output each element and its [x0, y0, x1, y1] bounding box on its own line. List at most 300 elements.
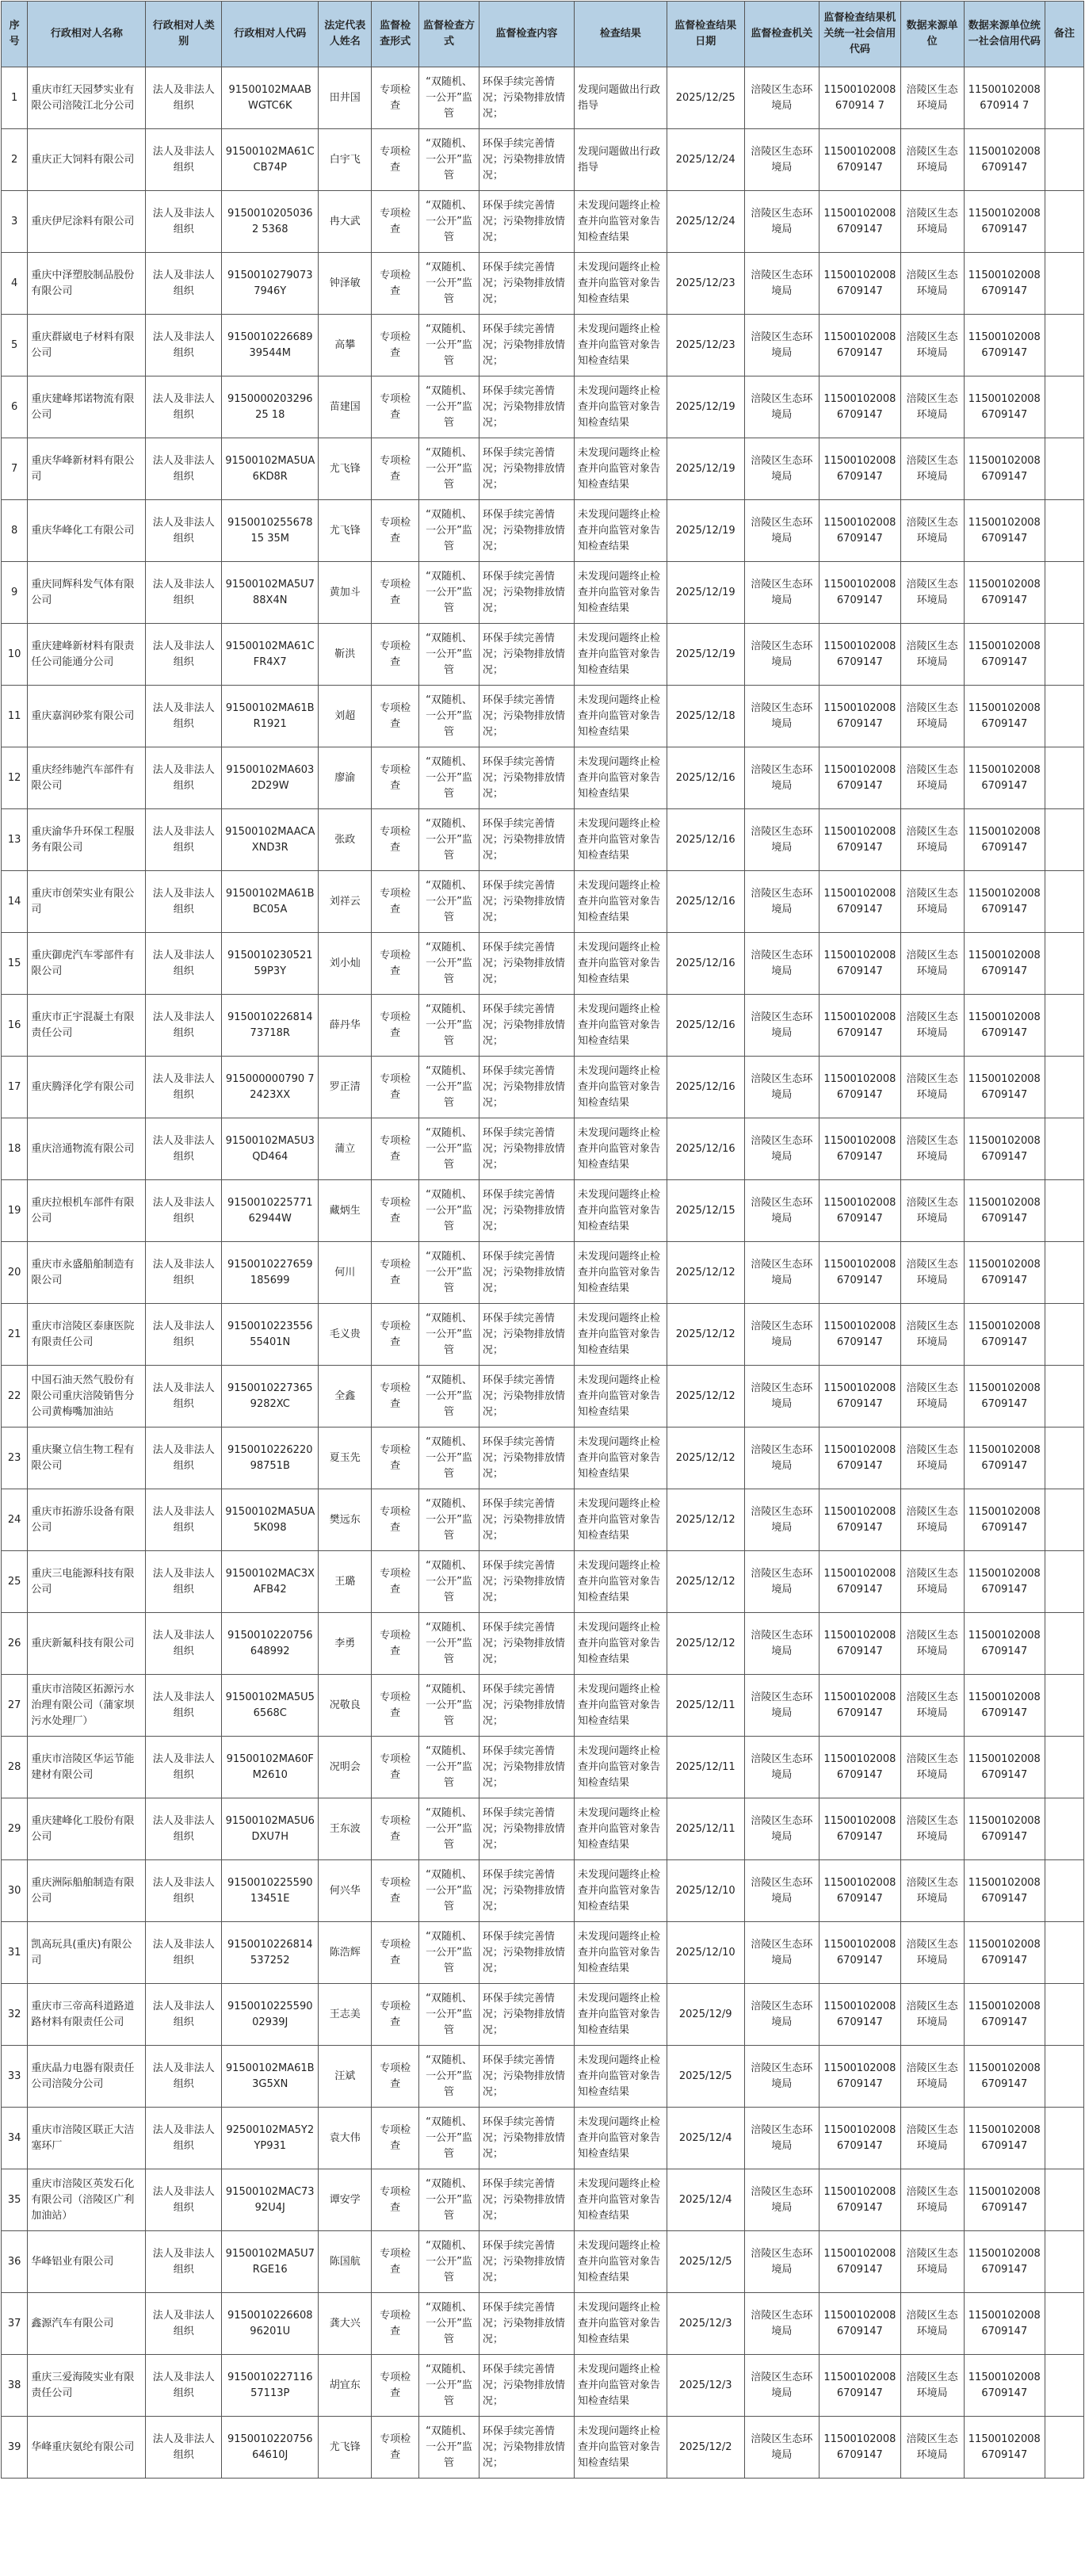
table-cell: 涪陵区生态环境局 [744, 2355, 819, 2417]
table-cell: 专项检查 [372, 995, 419, 1057]
table-cell: 环保手续完善情况；污染物排放情况； [479, 129, 574, 191]
table-cell: “双随机、一公开”监管 [419, 747, 479, 809]
table-cell: 涪陵区生态环境局 [900, 191, 964, 253]
table-cell: 涪陵区生态环境局 [900, 624, 964, 686]
table-cell: 重庆建峰邦诺物流有限公司 [28, 376, 146, 438]
table-cell: 2025/12/12 [667, 1428, 744, 1489]
table-cell: 115001020086709147 [819, 1428, 900, 1489]
table-cell: 未发现问题终止检查并向监管对象告知检查结果 [574, 1242, 667, 1304]
table-cell: 环保手续完善情况；污染物排放情况； [479, 995, 574, 1057]
table-cell: 涪陵区生态环境局 [744, 1304, 819, 1366]
table-cell: 2025/12/12 [667, 1489, 744, 1551]
table-cell: 115001020086709147 [964, 624, 1045, 686]
table-cell: 2025/12/16 [667, 809, 744, 871]
table-cell: 重庆三爱海陵实业有限责任公司 [28, 2355, 146, 2417]
table-cell: 未发现问题终止检查并向监管对象告知检查结果 [574, 438, 667, 500]
table-cell: 115001020086709147 [964, 1057, 1045, 1118]
table-cell: 91500102790737946Y [222, 253, 319, 315]
table-cell: 环保手续完善情况；污染物排放情况； [479, 1366, 574, 1428]
table-cell: 环保手续完善情况；污染物排放情况； [479, 2231, 574, 2293]
table-cell: 重庆华峰化工有限公司 [28, 500, 146, 562]
table-cell: 8 [2, 500, 28, 562]
table-cell: 115001020086709147 [819, 995, 900, 1057]
table-cell: 115001020086709147 [964, 1304, 1045, 1366]
table-cell: 涪陵区生态环境局 [900, 315, 964, 376]
table-cell: “双随机、一公开”监管 [419, 1180, 479, 1242]
table-cell: 发现问题做出行政指导 [574, 67, 667, 129]
table-cell: 115001020086709147 [964, 1922, 1045, 1984]
table-cell: 涪陵区生态环境局 [900, 1922, 964, 1984]
table-cell: 115001020086709147 [819, 2417, 900, 2479]
table-cell: 涪陵区生态环境局 [900, 933, 964, 995]
table-cell: 李勇 [319, 1613, 372, 1675]
table-cell: 重庆腾泽化学有限公司 [28, 1057, 146, 1118]
table-row [2, 1118, 1084, 1180]
table-row [2, 562, 1084, 624]
table-cell: 2025/12/16 [667, 1057, 744, 1118]
table-cell: 涪陵区生态环境局 [744, 1613, 819, 1675]
table-cell: 23 [2, 1428, 28, 1489]
table-cell: 19 [2, 1180, 28, 1242]
table-cell: 91500102MA61BBC05A [222, 871, 319, 933]
table-cell: “双随机、一公开”监管 [419, 2417, 479, 2479]
table-cell: 专项检查 [372, 1984, 419, 2046]
table-cell: 未发现问题终止检查并向监管对象告知检查结果 [574, 1798, 667, 1860]
table-cell [1045, 1551, 1083, 1613]
table-cell: 涪陵区生态环境局 [900, 253, 964, 315]
table-cell [1045, 2169, 1083, 2231]
table-cell: 14 [2, 871, 28, 933]
table-cell: “双随机、一公开”监管 [419, 1366, 479, 1428]
table-cell: 环保手续完善情况；污染物排放情况； [479, 2355, 574, 2417]
column-header: 监督检查方式 [419, 2, 479, 67]
table-cell: 法人及非法人组织 [146, 500, 222, 562]
table-row [2, 1984, 1084, 2046]
table-cell: 91500102MA61CCB74P [222, 129, 319, 191]
table-cell: 未发现问题终止检查并向监管对象告知检查结果 [574, 1984, 667, 2046]
table-cell: “双随机、一公开”监管 [419, 933, 479, 995]
table-cell: 冉大武 [319, 191, 372, 253]
table-cell: 29 [2, 1798, 28, 1860]
table-cell: 915001022075664610J [222, 2417, 319, 2479]
table-cell: 115001020086709147 [964, 1860, 1045, 1922]
table-cell: 未发现问题终止检查并向监管对象告知检查结果 [574, 2108, 667, 2169]
table-cell [1045, 1366, 1083, 1428]
table-cell: “双随机、一公开”监管 [419, 1242, 479, 1304]
table-cell: 115001020086709147 [964, 747, 1045, 809]
table-cell: 25 [2, 1551, 28, 1613]
table-cell: 涪陵区生态环境局 [900, 438, 964, 500]
table-cell: 15 [2, 933, 28, 995]
table-cell: 重庆市涪陵区泰康医院有限责任公司 [28, 1304, 146, 1366]
table-cell: 22 [2, 1366, 28, 1428]
table-cell [1045, 67, 1083, 129]
table-row [2, 1613, 1084, 1675]
table-cell: “双随机、一公开”监管 [419, 871, 479, 933]
table-cell: 专项检查 [372, 624, 419, 686]
table-cell: 法人及非法人组织 [146, 1242, 222, 1304]
table-cell: “双随机、一公开”监管 [419, 1613, 479, 1675]
table-cell: 115001020086709147 [819, 933, 900, 995]
table-cell: 法人及非法人组织 [146, 562, 222, 624]
table-cell: 环保手续完善情况；污染物排放情况； [479, 1984, 574, 2046]
table-cell: 法人及非法人组织 [146, 2293, 222, 2355]
table-row [2, 1675, 1084, 1737]
table-cell: 9150010226814537252 [222, 1922, 319, 1984]
table-cell: 专项检查 [372, 1242, 419, 1304]
table-cell: 2025/12/16 [667, 933, 744, 995]
table-row [2, 1428, 1084, 1489]
table-cell: 9150010227659185699 [222, 1242, 319, 1304]
table-cell: 涪陵区生态环境局 [900, 1551, 964, 1613]
table-cell [1045, 562, 1083, 624]
table-cell: 重庆市永盛船舶制造有限公司 [28, 1242, 146, 1304]
table-cell: 全鑫 [319, 1366, 372, 1428]
table-cell: 2025/12/19 [667, 500, 744, 562]
table-cell [1045, 1984, 1083, 2046]
table-cell: 涪陵区生态环境局 [744, 1551, 819, 1613]
table-cell: 115001020086709147 [819, 253, 900, 315]
table-cell: 专项检查 [372, 2293, 419, 2355]
table-cell: 涪陵区生态环境局 [744, 1057, 819, 1118]
table-cell: 115001020086709147 [819, 1057, 900, 1118]
table-cell: 钟泽敏 [319, 253, 372, 315]
table-cell: 重庆市涪陵区拓源污水治理有限公司（蒲家坝污水处理厂） [28, 1675, 146, 1737]
table-cell: 115001020086709147 [819, 1613, 900, 1675]
column-header: 检查结果 [574, 2, 667, 67]
table-cell: 11500102008670914 7 [819, 67, 900, 129]
table-cell: 环保手续完善情况；污染物排放情况； [479, 1118, 574, 1180]
table-row [2, 500, 1084, 562]
table-cell: 涪陵区生态环境局 [900, 67, 964, 129]
table-cell: 中国石油天然气股份有限公司重庆涪陵销售分公司黄梅嘴加油站 [28, 1366, 146, 1428]
table-cell: 环保手续完善情况；污染物排放情况； [479, 1675, 574, 1737]
table-cell: 2025/12/19 [667, 376, 744, 438]
table-cell: “双随机、一公开”监管 [419, 1798, 479, 1860]
table-cell: 21 [2, 1304, 28, 1366]
table-cell: 91500102MA5U56568C [222, 1675, 319, 1737]
table-row [2, 1860, 1084, 1922]
table-cell: 115001020086709147 [964, 1613, 1045, 1675]
table-cell: 环保手续完善情况；污染物排放情况； [479, 1489, 574, 1551]
table-row [2, 2108, 1084, 2169]
table-cell: 刘小灿 [319, 933, 372, 995]
table-cell [1045, 1180, 1083, 1242]
table-cell: 115001020086709147 [964, 2355, 1045, 2417]
table-cell: 法人及非法人组织 [146, 1304, 222, 1366]
column-header: 行政相对人代码 [222, 2, 319, 67]
table-cell: 重庆中泽塑胶制品股份有限公司 [28, 253, 146, 315]
table-cell: “双随机、一公开”监管 [419, 2231, 479, 2293]
table-cell: 4 [2, 253, 28, 315]
table-cell: “双随机、一公开”监管 [419, 2169, 479, 2231]
table-cell: 法人及非法人组织 [146, 871, 222, 933]
table-cell: 31 [2, 1922, 28, 1984]
table-cell: 涪陵区生态环境局 [744, 809, 819, 871]
table-cell: 涪陵区生态环境局 [744, 1428, 819, 1489]
table-row [2, 129, 1084, 191]
table-cell: 27 [2, 1675, 28, 1737]
table-cell: 汪斌 [319, 2046, 372, 2108]
table-cell: 刘祥云 [319, 871, 372, 933]
table-cell: 陈浩辉 [319, 1922, 372, 1984]
table-cell: 重庆建峰新材料有限责任公司能通分公司 [28, 624, 146, 686]
table-row [2, 1366, 1084, 1428]
table-cell: 涪陵区生态环境局 [900, 500, 964, 562]
table-cell: 115001020086709147 [819, 562, 900, 624]
column-header: 序号 [2, 2, 28, 67]
table-cell [1045, 995, 1083, 1057]
table-cell [1045, 129, 1083, 191]
table-cell: 重庆拉根机车部件有限公司 [28, 1180, 146, 1242]
table-cell: 法人及非法人组织 [146, 995, 222, 1057]
table-cell: “双随机、一公开”监管 [419, 253, 479, 315]
table-cell: 9150010230521 59P3Y [222, 933, 319, 995]
table-cell: 凯高玩具(重庆)有限公司 [28, 1922, 146, 1984]
table-cell: 115001020086709147 [964, 376, 1045, 438]
table-cell: 未发现问题终止检查并向监管对象告知检查结果 [574, 1057, 667, 1118]
table-cell: 9150010220756648992 [222, 1613, 319, 1675]
header-row [2, 2, 1084, 67]
table-cell: “双随机、一公开”监管 [419, 2355, 479, 2417]
table-cell: 7 [2, 438, 28, 500]
table-cell: 115001020086709147 [819, 1860, 900, 1922]
table-cell: 环保手续完善情况；污染物排放情况； [479, 315, 574, 376]
table-cell: 涪陵区生态环境局 [744, 871, 819, 933]
column-header: 监督检查结果日期 [667, 2, 744, 67]
table-cell: 2025/12/4 [667, 2108, 744, 2169]
table-cell [1045, 1304, 1083, 1366]
table-cell: 法人及非法人组织 [146, 2231, 222, 2293]
table-cell: 未发现问题终止检查并向监管对象告知检查结果 [574, 2046, 667, 2108]
table-cell: 115001020086709147 [819, 2293, 900, 2355]
table-cell: 未发现问题终止检查并向监管对象告知检查结果 [574, 1304, 667, 1366]
table-cell: 环保手续完善情况；污染物排放情况； [479, 1737, 574, 1798]
table-cell [1045, 1798, 1083, 1860]
table-cell: 环保手续完善情况；污染物排放情况； [479, 1551, 574, 1613]
table-cell: 915001022711657113P [222, 2355, 319, 2417]
table-cell [1045, 809, 1083, 871]
table-cell: 华峰重庆氨纶有限公司 [28, 2417, 146, 2479]
table-cell: 环保手续完善情况；污染物排放情况； [479, 67, 574, 129]
table-cell: 涪陵区生态环境局 [900, 747, 964, 809]
table-cell: 涪陵区生态环境局 [900, 2108, 964, 2169]
table-cell: 况明会 [319, 1737, 372, 1798]
table-cell: 115001020086709147 [964, 2169, 1045, 2231]
table-cell: 未发现问题终止检查并向监管对象告知检查结果 [574, 500, 667, 562]
table-cell: 环保手续完善情况；污染物排放情况； [479, 1057, 574, 1118]
table-cell: 115001020086709147 [964, 562, 1045, 624]
table-cell: 未发现问题终止检查并向监管对象告知检查结果 [574, 1489, 667, 1551]
table-cell [1045, 1489, 1083, 1551]
table-cell: 35 [2, 2169, 28, 2231]
table-cell: 重庆市涪陵区联正大洁塞环厂 [28, 2108, 146, 2169]
table-cell: 915001022559002939J [222, 1984, 319, 2046]
table-cell: 环保手续完善情况；污染物排放情况； [479, 562, 574, 624]
table-cell: 涪陵区生态环境局 [744, 315, 819, 376]
table-cell: 2025/12/3 [667, 2293, 744, 2355]
table-cell: 未发现问题终止检查并向监管对象告知检查结果 [574, 1366, 667, 1428]
table-cell: 专项检查 [372, 67, 419, 129]
table-cell: “双随机、一公开”监管 [419, 2293, 479, 2355]
table-cell: 鑫源汽车有限公司 [28, 2293, 146, 2355]
table-cell: “双随机、一公开”监管 [419, 2108, 479, 2169]
table-row [2, 191, 1084, 253]
table-cell: 涪陵区生态环境局 [744, 2293, 819, 2355]
table-cell: 何川 [319, 1242, 372, 1304]
table-cell: 91500102MA5U6DXU7H [222, 1798, 319, 1860]
table-cell [1045, 1737, 1083, 1798]
column-header: 行政相对人名称 [28, 2, 146, 67]
table-cell: 专项检查 [372, 686, 419, 747]
table-cell: 尤飞锋 [319, 2417, 372, 2479]
table-cell: 法人及非法人组织 [146, 747, 222, 809]
table-cell: 重庆市创荣实业有限公司 [28, 871, 146, 933]
table-cell: 专项检查 [372, 933, 419, 995]
table-cell: 2025/12/10 [667, 1922, 744, 1984]
table-cell: 115001020086709147 [819, 1304, 900, 1366]
table-cell: 法人及非法人组织 [146, 1984, 222, 2046]
table-cell: 涪陵区生态环境局 [744, 67, 819, 129]
table-cell [1045, 1613, 1083, 1675]
table-cell: 2025/12/15 [667, 1180, 744, 1242]
table-cell: 115001020086709147 [819, 809, 900, 871]
table-cell: 37 [2, 2293, 28, 2355]
table-cell: 重庆聚立信生物工程有限公司 [28, 1428, 146, 1489]
table-cell: 环保手续完善情况；污染物排放情况； [479, 871, 574, 933]
table-cell: 涪陵区生态环境局 [744, 129, 819, 191]
table-cell: 10 [2, 624, 28, 686]
table-cell: 115001020086709147 [819, 1180, 900, 1242]
table-cell: 115001020086709147 [819, 747, 900, 809]
table-cell: 38 [2, 2355, 28, 2417]
table-cell: 915001022355655401N [222, 1304, 319, 1366]
table-cell: “双随机、一公开”监管 [419, 129, 479, 191]
table-cell: 2025/12/23 [667, 315, 744, 376]
table-cell: 靳洪 [319, 624, 372, 686]
table-cell: 115001020086709147 [964, 129, 1045, 191]
table-cell: “双随机、一公开”监管 [419, 1737, 479, 1798]
table-cell: 环保手续完善情况；污染物排放情况； [479, 1860, 574, 1922]
table-cell: 91500102050362 5368 [222, 191, 319, 253]
table-cell: 涪陵区生态环境局 [744, 2108, 819, 2169]
table-cell: 环保手续完善情况；污染物排放情况； [479, 1798, 574, 1860]
table-cell: 专项检查 [372, 562, 419, 624]
table-cell: 91500102MAC7392U4J [222, 2169, 319, 2231]
table-row [2, 253, 1084, 315]
table-cell: 2025/12/12 [667, 1613, 744, 1675]
table-cell [1045, 253, 1083, 315]
table-cell: 重庆洲际船舶制造有限公司 [28, 1860, 146, 1922]
table-cell: 龚大兴 [319, 2293, 372, 2355]
table-cell: 涪陵区生态环境局 [900, 2293, 964, 2355]
table-cell: “双随机、一公开”监管 [419, 1304, 479, 1366]
table-cell: 2025/12/3 [667, 2355, 744, 2417]
table-row [2, 2293, 1084, 2355]
table-cell: 91500102MA61CFR4X7 [222, 624, 319, 686]
table-cell: 涪陵区生态环境局 [900, 1057, 964, 1118]
table-cell: 26 [2, 1613, 28, 1675]
table-cell: 专项检查 [372, 500, 419, 562]
table-cell: 未发现问题终止检查并向监管对象告知检查结果 [574, 315, 667, 376]
table-row [2, 2417, 1084, 2479]
table-cell: 涪陵区生态环境局 [744, 500, 819, 562]
table-cell: 涪陵区生态环境局 [900, 1118, 964, 1180]
table-cell: 专项检查 [372, 1551, 419, 1613]
table-cell: 115001020086709147 [819, 1798, 900, 1860]
table-cell: 2025/12/19 [667, 562, 744, 624]
table-cell: 专项检查 [372, 1922, 419, 1984]
table-cell: 法人及非法人组织 [146, 2355, 222, 2417]
table-cell: 法人及非法人组织 [146, 1428, 222, 1489]
table-cell: 环保手续完善情况；污染物排放情况； [479, 686, 574, 747]
table-cell [1045, 1675, 1083, 1737]
table-cell: “双随机、一公开”监管 [419, 500, 479, 562]
table-cell: 115001020086709147 [964, 2293, 1045, 2355]
table-cell: 115001020086709147 [964, 1798, 1045, 1860]
table-cell: 91500102MA5U7RGE16 [222, 2231, 319, 2293]
table-cell: 法人及非法人组织 [146, 1798, 222, 1860]
table-cell [1045, 2231, 1083, 2293]
table-cell: “双随机、一公开”监管 [419, 686, 479, 747]
table-cell: 未发现问题终止检查并向监管对象告知检查结果 [574, 253, 667, 315]
table-cell: 专项检查 [372, 438, 419, 500]
table-cell: 专项检查 [372, 191, 419, 253]
table-cell: 陈国航 [319, 2231, 372, 2293]
table-cell: 16 [2, 995, 28, 1057]
table-cell: 91500102MAABWGTC6K [222, 67, 319, 129]
table-cell: 重庆嘉润砂浆有限公司 [28, 686, 146, 747]
table-row [2, 1737, 1084, 1798]
table-cell: 专项检查 [372, 1366, 419, 1428]
table-cell: 环保手续完善情况；污染物排放情况； [479, 2417, 574, 2479]
table-cell: 115001020086709147 [964, 2108, 1045, 2169]
table-cell: 法人及非法人组织 [146, 1551, 222, 1613]
table-cell: 法人及非法人组织 [146, 933, 222, 995]
table-cell: 法人及非法人组织 [146, 2169, 222, 2231]
table-cell: 115001020086709147 [819, 1489, 900, 1551]
table-cell: 115001020086709147 [964, 500, 1045, 562]
table-cell: 91500102MA5UA5K098 [222, 1489, 319, 1551]
table-row [2, 1922, 1084, 1984]
table-cell: 王璐 [319, 1551, 372, 1613]
table-cell: 涪陵区生态环境局 [744, 1737, 819, 1798]
table-cell: 环保手续完善情况；污染物排放情况； [479, 438, 574, 500]
table-cell: 重庆晶力电器有限责任公司涪陵分公司 [28, 2046, 146, 2108]
table-cell: 何兴华 [319, 1860, 372, 1922]
table-cell: 915001022681473718R [222, 995, 319, 1057]
table-cell: 法人及非法人组织 [146, 809, 222, 871]
table-cell: 91500102MAC3XAFB42 [222, 1551, 319, 1613]
table-cell: 重庆市红天园梦实业有限公司涪陵江北分公司 [28, 67, 146, 129]
table-cell: 环保手续完善情况；污染物排放情况； [479, 933, 574, 995]
table-cell: “双随机、一公开”监管 [419, 809, 479, 871]
table-cell: 专项检查 [372, 1118, 419, 1180]
table-cell: 涪陵区生态环境局 [744, 376, 819, 438]
table-cell: 115001020086709147 [964, 191, 1045, 253]
table-cell: 重庆市涪陵区英发石化有限公司（涪陵区广利加油站） [28, 2169, 146, 2231]
table-cell: 915001022668939544M [222, 315, 319, 376]
table-cell: 91500102273659282XC [222, 1366, 319, 1428]
table-cell: 18 [2, 1118, 28, 1180]
table-cell: 环保手续完善情况；污染物排放情况； [479, 376, 574, 438]
column-header: 法定代表人姓名 [319, 2, 372, 67]
table-row [2, 995, 1084, 1057]
table-cell: 115001020086709147 [964, 1737, 1045, 1798]
table-cell: 苗建国 [319, 376, 372, 438]
table-cell: 30 [2, 1860, 28, 1922]
table-cell: 115001020086709147 [964, 933, 1045, 995]
